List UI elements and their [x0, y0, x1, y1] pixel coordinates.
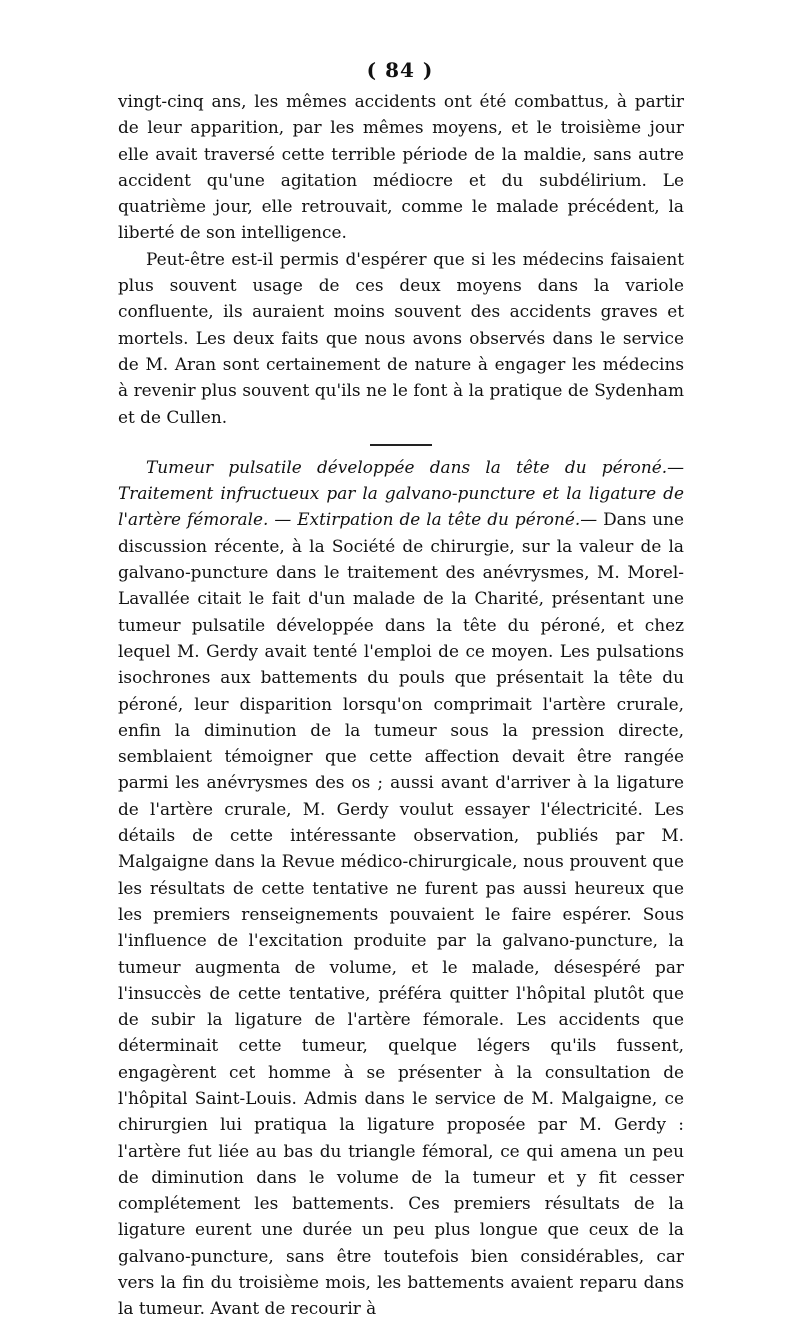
paragraph-variole: Peut-être est-il permis d'espérer que si les médecins faisaient plus souvent usage de ces deux moyens dans la variole confluente, ils auraient moins souvent des accidents graves et mortels. Les deux faits que nous avons observés dans le service de M. Aran sont certainement de nature à engager les médecins à revenir plus souvent qu'ils ne le font à la pratique de Sydenham et de Cullen. [118, 248, 684, 427]
page-number: ( 84 ) [366, 58, 434, 82]
page-body [118, 88, 684, 1322]
section-title: Tumeur pulsatile développée dans la tête du péroné.— Traitement infructueux par la galvano-puncture et la ligature de l'artère fémorale. — Extirpation de la tête du péroné.— [118, 456, 684, 530]
paragraph-continuation: vingt-cinq ans, les mêmes accidents ont été combattus, à partir de leur apparition, par les mêmes moyens, et le troisième jour elle avait traversé cette terrible période de la maldie, sans autre accident qu'une agitation médiocre et du subdélirium. Le quatrième jour, elle retrouvait, comme le malade précédent, la liberté de son intelligence. [118, 91, 684, 243]
section-body: Dans une discussion récente, à la Société de chirurgie, sur la valeur de la galvano-puncture dans le traitement des anévrysmes, M. Morel-Lavallée citait le fait d'un malade de la Charité, présentant une tumeur pulsatile développée dans la tête du péroné, et chez lequel M. Gerdy avait tenté l'emploi de ce moyen. Les pulsations isochrones aux battements du pouls que présentait la tête du péroné, leur disparition lorsqu'on comprimait l'artère crurale, enfin la diminution de la tumeur sous la pression directe, semblaient témoigner que cette affection devait être rangée parmi les anévrysmes des os ; aussi avant d'arriver à la ligature de l'artère crurale, M. Gerdy voulut essayer l'électricité. Les détails de cette intéressante observation, publiés par M. Malgaigne dans la Revue médico-chirurgicale, nous prouvent que les résultats de cette tentative ne furent pas aussi heureux que les premiers renseignements pouvaient le faire espérer. Sous l'influence de l'excitation produite par la galvano-puncture, la tumeur augmenta de volume, et le malade, désespéré par l'insuccès de cette tentative, préféra quitter l'hôpital plutôt que de subir la ligature de l'artère fémorale. Les accidents que déterminait cette tumeur, quelque légers qu'ils fussent, engagèrent cet homme à se présenter à la consultation de l'hôpital Saint-Louis. Admis dans le service de M. Malgaigne, ce chirurgien lui pratiqua la ligature proposée par M. Gerdy : l'artère fut liée au bas du triangle fémoral, ce qui amena un peu de diminution dans le volume de la tumeur et y fit cesser complétement les battements. Ces premiers résultats de la ligature eurent une durée un peu plus longue que ceux de la galvano-puncture, sans être toutefois bien considérables, car vers la fin du troisième mois, les battements avaient reparu dans la tumeur. Avant de recourir à [118, 509, 684, 1319]
section-divider [370, 444, 432, 446]
section-paragraph [118, 454, 684, 1322]
